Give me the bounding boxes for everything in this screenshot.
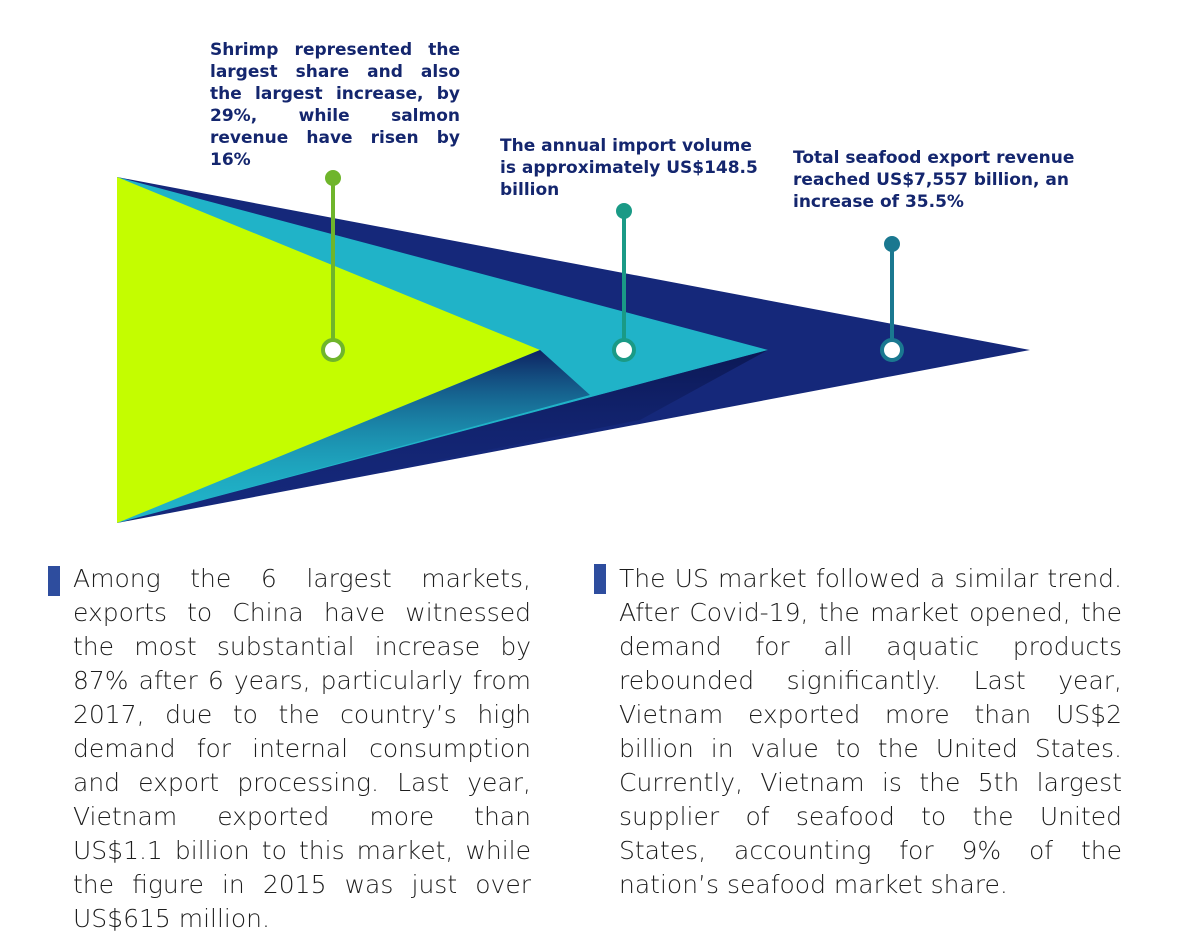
- pin-icon: [882, 236, 902, 360]
- import-volume-callout: The annual import volume is approximately US$148.5 billion: [500, 136, 758, 200]
- bar-marker-icon: [594, 564, 606, 594]
- china-market-paragraph: Among the 6 largest markets, exports to China have witnessed the most substantial increase by 87% after 6 years, particularly from 2017, due to the country’s high demand for internal consumption and export processing. Last year, Vietnam exported more than US$1.1 billion to this market, while the figure in 2015 was just over US$615 million.: [73, 564, 531, 933]
- shrimp-callout: Shrimp represented the largest share and also the largest increase, by 29%, while salmon revenue have risen by 16%: [210, 40, 460, 170]
- export-revenue-callout: Total seafood export revenue reached US$7,557 billion, an increase of 35.5%: [793, 148, 1075, 212]
- us-market-paragraph: The US market followed a similar trend. After Covid-19, the market opened, the demand for all aquatic products rebounded significantly. Last year, Vietnam exported more than US$2 billion in value to the United States. Currently, Vietnam is the 5th largest supplier of seafood to the United States, accounting for 9% of the nation’s seafood market share.: [619, 564, 1122, 899]
- bar-marker-icon: [48, 566, 60, 596]
